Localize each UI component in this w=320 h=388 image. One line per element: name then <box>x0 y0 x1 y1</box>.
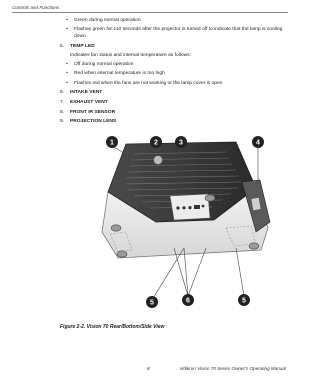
callout-2 <box>150 136 162 148</box>
callout-6 <box>182 294 194 306</box>
svg-text:1: 1 <box>110 139 114 147</box>
figure-caption: Figure 2-2. Vision 70 Rear/Bottom/Side View <box>60 324 165 330</box>
item-number: 5. <box>60 44 65 50</box>
item-number: 7. <box>60 99 65 105</box>
bullet-item: • Flashes green for 110 seconds after the projector is turned off to indicate that the lamp is cooling down <box>66 26 290 40</box>
item-description: Indicates fan status and internal temperature as follows: <box>70 52 191 58</box>
numbered-item-exhaust-vent <box>60 99 290 106</box>
bullet-item: • Flashes red when the fans are not working or the lamp cover is open <box>66 80 290 87</box>
running-header: Controls and Functions <box>12 5 60 10</box>
svg-text:6: 6 <box>186 297 190 305</box>
svg-text:5: 5 <box>150 299 154 307</box>
callout-4 <box>252 136 264 148</box>
item-label: TEMP LED <box>70 44 95 50</box>
callout-5-right <box>238 294 250 306</box>
bullet-item: • Off during normal operation <box>66 61 290 68</box>
front-ir-sensor <box>154 156 163 165</box>
numbered-item-temp-led <box>60 43 290 50</box>
bullet-item: • Red when internal temperature is too high <box>66 70 290 77</box>
manual-content <box>60 17 290 127</box>
svg-text:5: 5 <box>242 297 246 305</box>
projector-figure <box>86 130 276 318</box>
page-number: 8 <box>147 366 150 371</box>
item-number: 8. <box>60 109 65 115</box>
numbered-item-front-ir-sensor <box>60 109 290 116</box>
item-number: 6. <box>60 90 65 96</box>
document-title: Vidikron Vision 70 Series Owner's Operating Manual <box>179 366 286 371</box>
callout-3 <box>175 136 187 148</box>
svg-text:3: 3 <box>179 139 183 147</box>
projector-illustration <box>86 130 276 318</box>
header-rule <box>12 12 288 13</box>
item-label: FRONT IR SENSOR <box>70 109 116 115</box>
connector-panel <box>170 194 210 220</box>
numbered-item-projection-lens <box>60 118 290 125</box>
callout-1 <box>106 136 118 148</box>
item-label: INTAKE VENT <box>70 90 103 96</box>
callout-5-left <box>146 296 158 308</box>
item-label: PROJECTION LENS <box>70 119 117 125</box>
numbered-item-intake-vent <box>60 89 290 96</box>
svg-text:2: 2 <box>154 139 158 147</box>
item-number: 9. <box>60 119 65 125</box>
item-label: EXHAUST VENT <box>70 99 108 105</box>
bullet-item: • Green during normal operation <box>66 17 290 24</box>
svg-text:4: 4 <box>256 139 260 147</box>
